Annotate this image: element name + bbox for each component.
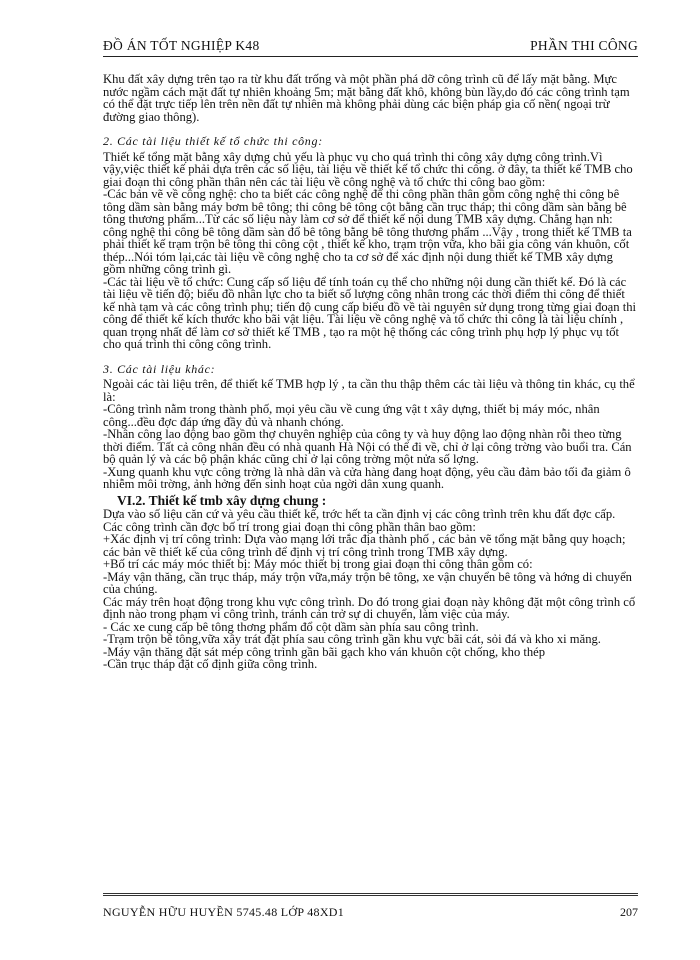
vi2-paragraph-2: +Xác định vị trí công trình: Dựa vào mạng lới trắc địa thành phố , các bản vẽ tổng mặt bằng quy hoạch; các bản vẽ thiết kế của công trình để định vị trí công trình trong TMB xây dựng. <box>103 532 626 559</box>
section-3-paragraph-1: Ngoài các tài liệu trên, để thiết kế TMB hợp lý , ta cần thu thập thêm các tài liệu và thông tin khác, cụ thể là: <box>103 377 635 404</box>
section-2-paragraph-2: -Các bản vẽ về công nghệ: cho ta biết các công nghệ để thi công phần thân gồm công nghệ thi công bê tông dầm sàn bằng máy bơm bê tông; thi công bê tông cột bằng cần trục tháp; thi công dầm sàn bằng bê tông thương phẩm...Từ các số liệu này làm cơ sở để thiết kế nội dung TMB xây dựng. Chẳng hạn nh: công nghệ thi công bê tông dầm sàn đổ bê tông bằng bê tông thương phẩm ...Vậy , trong thiết kế TMB ta phải thiết kế trạm trộn bê tông thi công cột , thiết kế kho, trạm trộn vữa, kho bãi gia công ván khuôn, cốt thép...Nói tóm lại,các tài liệu về công nghệ cho ta cơ sở để xác định nội dung thiết kế TMB xây dựng gồm những công trình gì. <box>103 187 632 276</box>
header-title: ĐỒ ÁN TỐT NGHIỆP K48 <box>103 38 260 53</box>
section-2-paragraph-1: Thiết kế tổng mặt bằng xây dựng chủ yếu là phục vụ cho quá trình thi công xây dựng công trình.Vì vậy,việc thiết kế phải dựa trên các số liệu, tài liệu về thiết kế tổ chức thi công. ở đây, ta thiết kế TMB cho giai đoạn thi công phần thân nên các tài liệu về công nghệ và tổ chức thi công bao gồm: <box>103 149 633 189</box>
intro-paragraph: Khu đất xây dựng trên tạo ra từ khu đất trống và một phần phá dỡ công trình cũ để lấy mặt bằng. Mực nước ngầm cách mặt đất tự nhiên khoảng 5m; mặt bằng đất khô, không bùn lầy,do đó các công trình tạm có thể đặt trực tiếp lên trên nền đất tự nhiên mà không phải dùng các biện pháp gia cố nền( ngoại trừ đường giao thông). <box>103 72 630 124</box>
vi2-paragraph-5: Các máy trên hoạt động trong khu vực công trình. Do đó trong giai đoạn này không đặt một công trình cố định nào trong phạm vi công trình, tránh cản trở sự di chuyển, làm việc của máy. <box>103 594 636 621</box>
vi2-paragraph-9: -Cần trục tháp đặt cố định giữa công trình. <box>103 657 318 671</box>
vi2-paragraph-4: -Máy vận thăng, cần trục tháp, máy trộn vữa,máy trộn bê tông, xe vận chuyển bê tông và hớng di chuyển của chúng. <box>103 569 632 596</box>
vi2-paragraph-3: +Bố trí các máy móc thiết bị: Máy móc thiết bị trong giai đoạn thi công thân gồm có: <box>103 557 533 571</box>
document-body <box>103 73 638 671</box>
section-3-heading: 3. Các tài liệu khác: <box>103 361 216 376</box>
section-3-paragraph-4: -Xung quanh khu vực công trờng là nhà dân và cửa hàng đang hoạt động, yêu cầu đảm bảo tối đa giảm ô nhiễm môi trờng, ảnh hởng đến sinh hoạt của ngời dân xung quanh. <box>103 464 631 491</box>
vi2-paragraph-7: -Trạm trộn bê tông,vữa xây trát đặt phía sau công trình gần khu vực bãi cát, sỏi đá và kho xi măng. <box>103 632 601 646</box>
footer-author: NGUYỄN HỮU HUYỀN 5745.48 LỚP 48XD1 <box>103 905 345 919</box>
vi2-paragraph-1: Dựa vào số liệu căn cứ và yêu cầu thiết kế, trớc hết ta cần định vị các công trình trên khu đất đợc cấp. Các công trình cần đợc bố trí trong giai đoạn thi công phần thân bao gồm: <box>103 507 616 534</box>
vi2-paragraph-8: -Máy vận thăng đặt sát mép công trình gần bãi gạch kho ván khuôn cột chống, kho thép <box>103 644 546 659</box>
vi2-paragraph-6: - Các xe cung cấp bê tông thơng phẩm đổ cột dầm sàn phía sau công trình. <box>103 619 479 634</box>
section-2-heading: 2. Các tài liệu thiết kế tổ chức thi công: <box>103 134 323 148</box>
section-3-paragraph-3: -Nhân công lao động bao gồm thợ chuyên nghiệp của công ty và huy động lao động nhàn rỗi theo từng thời điểm. Tất cả công nhân đều có nhà quanh Hà Nội có thể đi về, chỉ ở lại công trờng vào buổi tra. Cán bộ quản lý và các bộ phận khác cũng chỉ ở lại công trờng một nửa số lợng. <box>103 427 632 466</box>
page-number: 207 <box>620 905 638 919</box>
section-vi2-heading: VI.2. Thiết kế tmb xây dựng chung : <box>117 492 327 508</box>
page-header <box>103 30 638 57</box>
header-section: PHẦN THI CÔNG <box>530 38 638 53</box>
page-footer <box>103 893 638 926</box>
section-3-paragraph-2: -Công trình nằm trong thành phố, mọi yêu cầu về cung ứng vật t xây dựng, thiết bị máy móc, nhân công...đều đợc đáp ứng đầy đủ và nhanh chóng. <box>103 402 600 429</box>
section-2-paragraph-3: -Các tài liệu về tổ chức: Cung cấp số liệu để tính toán cụ thể cho những nội dung cần thiết kế. Đó là các tài liệu về tiến độ; biểu đồ nhân lực cho ta biết số lượng công nhân trong các thời điểm thi công để thiết kế nhà tạm và các công trình phụ; tiến độ cung cấp biểu đồ về tài nguyên sử dụng trong từng giai đoạn thi công để thiết kế kích thước kho bãi vật liệu. Tài liệu về công nghệ và tổ chức thi công là tài liệu chính , quan trọng nhất để làm cơ sở thiết kế TMB , tạo ra một hệ thống các công trình phụ hợp lý phục vụ tốt cho quá trình thi công công trình. <box>103 274 637 351</box>
